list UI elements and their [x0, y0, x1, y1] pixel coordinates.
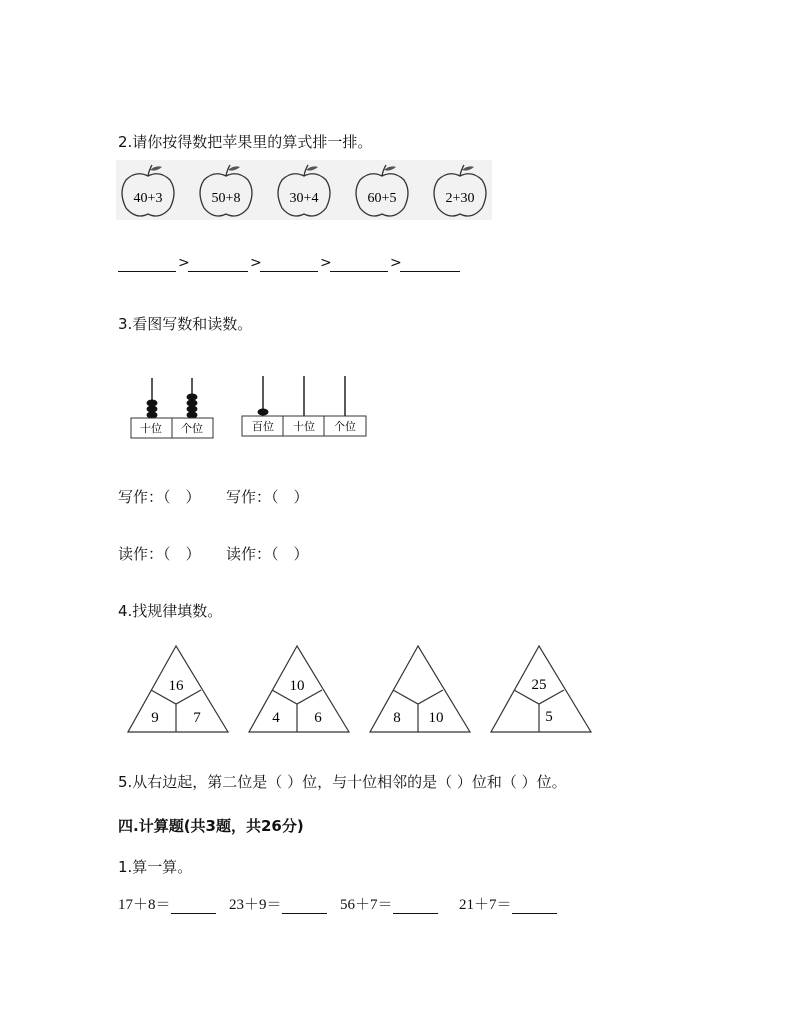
apple-2-text: 50+8 — [211, 191, 241, 206]
triangle-1-right: 7 — [193, 710, 201, 726]
greater-sign: > — [178, 255, 190, 271]
abacus2-label-hundreds: 百位 — [252, 420, 274, 433]
triangle-3-left: 8 — [393, 710, 401, 726]
calc-item-4 — [459, 893, 557, 914]
apple-1-text: 40+3 — [133, 191, 163, 206]
greater-sign: > — [320, 255, 332, 271]
triangle-3-right: 10 — [428, 710, 444, 726]
write-label-2: 写作：（ ） — [226, 488, 309, 506]
triangle-2-left: 4 — [272, 710, 280, 726]
abacus1-beads-ones — [187, 394, 198, 419]
abacus2-label-tens: 十位 — [293, 420, 315, 433]
apple-1 — [122, 165, 174, 216]
order-blank-5[interactable] — [400, 271, 460, 272]
apple-5-text: 2+30 — [445, 191, 475, 206]
q3-title: 3.看图写数和读数。 — [118, 315, 253, 333]
order-blank-2[interactable] — [188, 271, 248, 272]
triangle-4 — [487, 642, 597, 736]
calc-expression-1: 17＋8＝ — [118, 897, 171, 913]
abacus1-beads-tens — [147, 400, 158, 419]
q2-title: 2.请你按得数把苹果里的算式排一排。 — [118, 133, 373, 151]
triangle-1-left: 9 — [151, 710, 159, 726]
triangle-1-top: 16 — [168, 678, 184, 694]
calc-expression-4: 21＋7＝ — [459, 897, 512, 913]
triangle-4-top: 25 — [531, 677, 547, 693]
write-label-1: 写作：（ ） — [118, 488, 201, 506]
abacus2-label-ones: 个位 — [334, 420, 356, 433]
triangle-1 — [124, 642, 234, 736]
apple-3 — [278, 165, 330, 216]
triangle-2-right: 6 — [314, 710, 322, 726]
q5-text: 5.从右边起，第二位是（ ）位，与十位相邻的是（ ）位和（ ）位。 — [118, 773, 567, 791]
calc-answer-blank-1[interactable] — [171, 899, 216, 914]
calc-answer-blank-3[interactable] — [393, 899, 438, 914]
read-label-1: 读作：（ ） — [118, 545, 201, 563]
calc-answer-blank-2[interactable] — [282, 899, 327, 914]
calc-item-1 — [118, 893, 216, 914]
apple-5 — [434, 165, 486, 216]
abacus-two-digit — [128, 372, 218, 442]
apple-2 — [200, 165, 252, 216]
abacus-three-digit — [238, 372, 370, 442]
triangle-2-top: 10 — [289, 678, 305, 694]
apple-3-text: 30+4 — [289, 191, 319, 206]
read-label-2: 读作：（ ） — [226, 545, 309, 563]
calc-title: 1.算一算。 — [118, 858, 193, 876]
calc-item-2 — [229, 893, 327, 914]
abacus1-label-ones: 个位 — [181, 422, 203, 435]
abacus1-label-tens: 十位 — [140, 422, 162, 435]
order-blank-3[interactable] — [260, 271, 318, 272]
section-4-title: 四.计算题(共3题，共26分) — [118, 817, 304, 835]
q4-title: 4.找规律填数。 — [118, 602, 223, 620]
calc-answer-blank-4[interactable] — [512, 899, 557, 914]
triangle-3 — [366, 642, 476, 736]
calc-expression-3: 56＋7＝ — [340, 897, 393, 913]
greater-sign: > — [390, 255, 402, 271]
calc-item-3 — [340, 893, 438, 914]
apple-row — [116, 164, 496, 222]
apple-4-text: 60+5 — [367, 191, 397, 206]
greater-sign: > — [250, 255, 262, 271]
order-blank-1[interactable] — [118, 271, 176, 272]
calc-expression-2: 23＋9＝ — [229, 897, 282, 913]
abacus2-bead-hundreds — [258, 409, 269, 416]
triangle-4-right: 5 — [545, 709, 553, 725]
ordering-blanks — [118, 255, 463, 275]
order-blank-4[interactable] — [330, 271, 388, 272]
apple-4 — [356, 165, 408, 216]
triangle-2 — [245, 642, 355, 736]
